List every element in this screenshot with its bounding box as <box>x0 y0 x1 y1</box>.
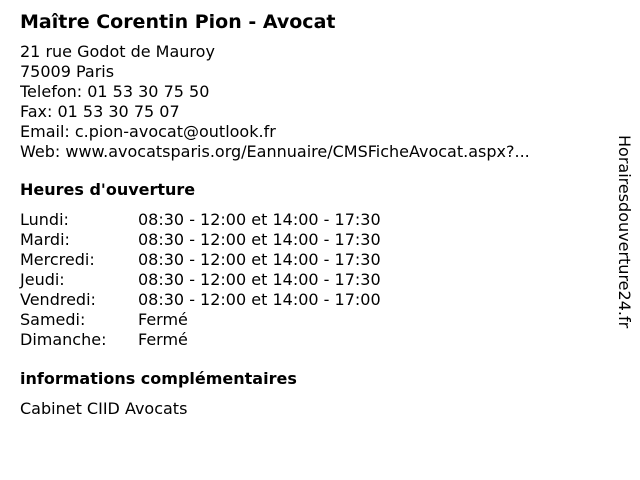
day-hours: 08:30 - 12:00 et 14:00 - 17:00 <box>138 290 381 309</box>
day-hours: Fermé <box>138 310 188 329</box>
day-label: Lundi: <box>20 210 69 229</box>
day-label: Dimanche: <box>20 330 107 349</box>
hours-row-tuesday <box>20 230 600 250</box>
day-hours: 08:30 - 12:00 et 14:00 - 17:30 <box>138 230 381 249</box>
day-label: Samedi: <box>20 310 86 329</box>
hours-row-sunday <box>20 330 600 350</box>
day-hours: 08:30 - 12:00 et 14:00 - 17:30 <box>138 250 381 269</box>
hours-row-thursday <box>20 270 600 290</box>
street-address: 21 rue Godot de Mauroy <box>20 42 215 61</box>
opening-hours-table <box>20 210 600 350</box>
day-label: Mardi: <box>20 230 70 249</box>
extra-info-heading: informations complémentaires <box>20 369 297 388</box>
day-hours: 08:30 - 12:00 et 14:00 - 17:30 <box>138 270 381 289</box>
hours-row-saturday <box>20 310 600 330</box>
phone-number: Telefon: 01 53 30 75 50 <box>20 82 210 101</box>
email-address: Email: c.pion-avocat@outlook.fr <box>20 122 276 141</box>
hours-row-wednesday <box>20 250 600 270</box>
hours-heading: Heures d'ouverture <box>20 180 196 199</box>
postal-city: 75009 Paris <box>20 62 115 81</box>
day-label: Vendredi: <box>20 290 96 309</box>
business-name: Maître Corentin Pion - Avocat <box>20 11 336 33</box>
day-label: Jeudi: <box>20 270 65 289</box>
hours-row-friday <box>20 290 600 310</box>
address-block <box>20 42 600 162</box>
extra-info-text: Cabinet CIID Avocats <box>20 399 188 418</box>
site-watermark: Horairesdouverture24.fr <box>615 135 634 329</box>
day-hours: Fermé <box>138 330 188 349</box>
business-card <box>20 10 600 419</box>
hours-row-monday <box>20 210 600 230</box>
fax-number: Fax: 01 53 30 75 07 <box>20 102 180 121</box>
day-hours: 08:30 - 12:00 et 14:00 - 17:30 <box>138 210 381 229</box>
web-address: Web: www.avocatsparis.org/Eannuaire/CMSFicheAvocat.aspx?... <box>20 142 530 161</box>
day-label: Mercredi: <box>20 250 95 269</box>
